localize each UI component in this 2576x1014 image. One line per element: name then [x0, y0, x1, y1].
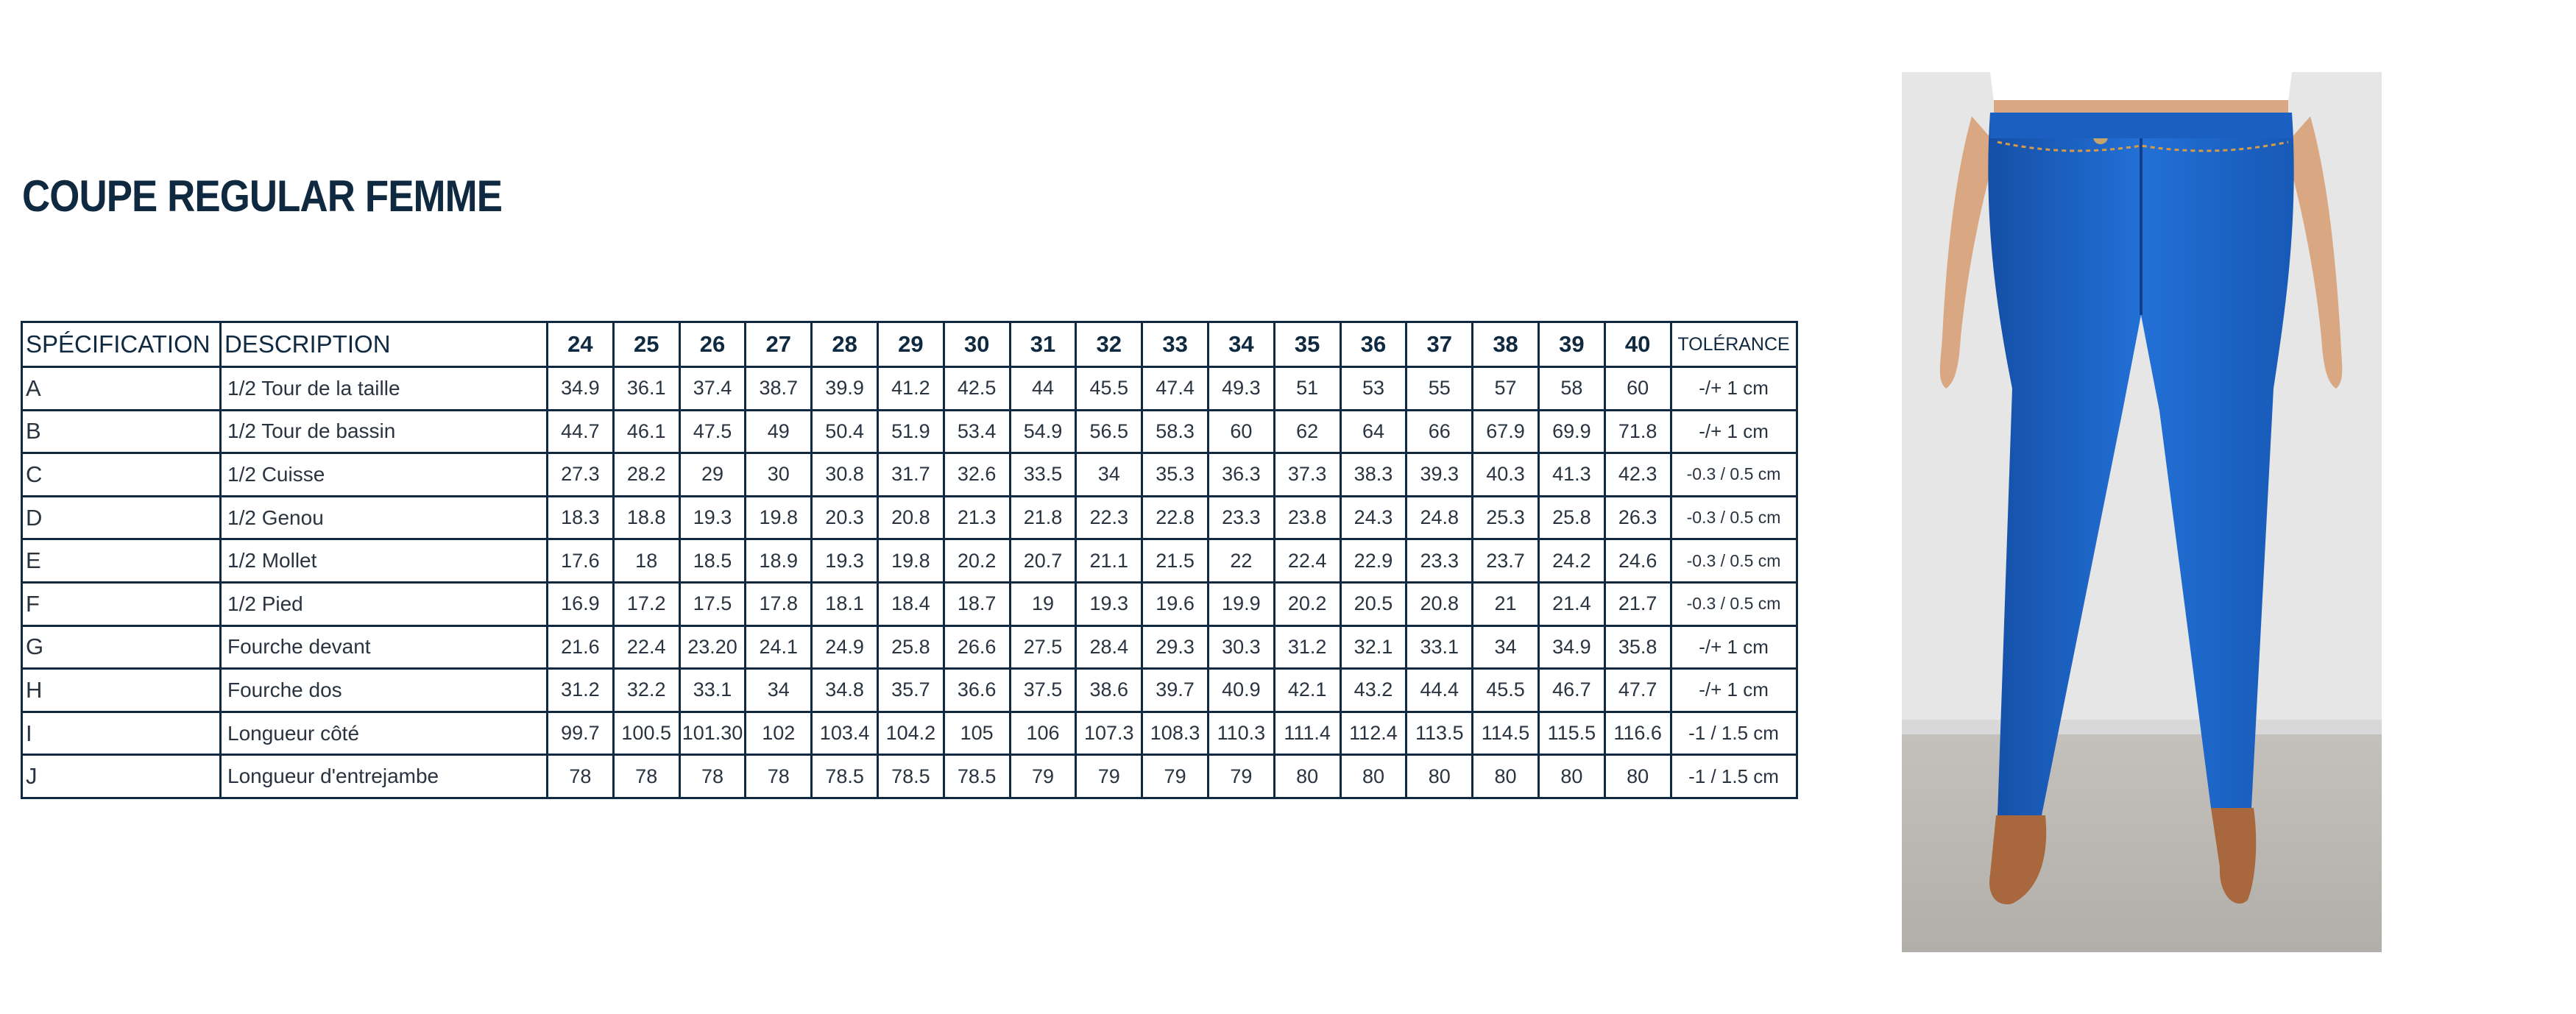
measurement-cell: 71.8	[1604, 410, 1671, 453]
header-tolerance: TOLÉRANCE	[1671, 322, 1797, 367]
header-specification: SPÉCIFICATION	[22, 322, 221, 367]
spec-code: G	[22, 625, 221, 669]
measurement-cell: 44.4	[1406, 669, 1473, 712]
measurement-cell: 79	[1142, 755, 1209, 798]
tolerance-cell: -0.3 / 0.5 cm	[1671, 539, 1797, 583]
tolerance-cell: -/+ 1 cm	[1671, 625, 1797, 669]
measurement-cell: 41.3	[1538, 453, 1604, 497]
measurement-cell: 28.4	[1076, 625, 1142, 669]
spec-description: Longueur côté	[221, 712, 548, 755]
measurement-cell: 18.4	[877, 582, 944, 625]
measurement-cell: 44.7	[548, 410, 614, 453]
measurement-cell: 24.9	[812, 625, 878, 669]
measurement-cell: 41.2	[877, 367, 944, 411]
measurement-cell: 104.2	[877, 712, 944, 755]
measurement-cell: 39.3	[1406, 453, 1473, 497]
header-size: 40	[1604, 322, 1671, 367]
measurement-cell: 32.1	[1340, 625, 1406, 669]
measurement-cell: 78	[679, 755, 746, 798]
tolerance-cell: -0.3 / 0.5 cm	[1671, 453, 1797, 497]
measurement-cell: 42.1	[1274, 669, 1340, 712]
header-size: 29	[877, 322, 944, 367]
header-size: 27	[746, 322, 812, 367]
measurement-cell: 21.4	[1538, 582, 1604, 625]
measurement-cell: 44	[1010, 367, 1076, 411]
measurement-cell: 30.3	[1208, 625, 1274, 669]
measurement-cell: 35.7	[877, 669, 944, 712]
header-size: 37	[1406, 322, 1473, 367]
measurement-cell: 32.6	[944, 453, 1010, 497]
table-row	[22, 712, 1797, 755]
tolerance-cell: -0.3 / 0.5 cm	[1671, 496, 1797, 539]
measurement-cell: 24.8	[1406, 496, 1473, 539]
measurement-cell: 103.4	[812, 712, 878, 755]
measurement-cell: 34	[1473, 625, 1539, 669]
measurement-cell: 31.7	[877, 453, 944, 497]
measurement-cell: 62	[1274, 410, 1340, 453]
measurement-cell: 34.9	[548, 367, 614, 411]
measurement-cell: 20.2	[944, 539, 1010, 583]
measurement-cell: 26.3	[1604, 496, 1671, 539]
measurement-cell: 60	[1208, 410, 1274, 453]
measurement-cell: 80	[1604, 755, 1671, 798]
header-size: 32	[1076, 322, 1142, 367]
measurement-cell: 49.3	[1208, 367, 1274, 411]
table-row	[22, 496, 1797, 539]
spec-code: I	[22, 712, 221, 755]
measurement-cell: 30.8	[812, 453, 878, 497]
measurement-cell: 114.5	[1473, 712, 1539, 755]
measurement-cell: 22.9	[1340, 539, 1406, 583]
header-size: 31	[1010, 322, 1076, 367]
measurement-cell: 55	[1406, 367, 1473, 411]
measurement-cell: 115.5	[1538, 712, 1604, 755]
measurement-cell: 17.2	[613, 582, 679, 625]
header-size: 28	[812, 322, 878, 367]
measurement-cell: 19.3	[812, 539, 878, 583]
measurement-cell: 79	[1208, 755, 1274, 798]
table-row	[22, 410, 1797, 453]
measurement-cell: 33.1	[1406, 625, 1473, 669]
measurement-cell: 30	[746, 453, 812, 497]
measurement-cell: 25.8	[877, 625, 944, 669]
measurement-cell: 22	[1208, 539, 1274, 583]
measurement-cell: 18.3	[548, 496, 614, 539]
header-description: DESCRIPTION	[221, 322, 548, 367]
measurement-cell: 45.5	[1473, 669, 1539, 712]
header-size: 30	[944, 322, 1010, 367]
header-size: 33	[1142, 322, 1209, 367]
table-row	[22, 582, 1797, 625]
measurement-cell: 110.3	[1208, 712, 1274, 755]
spec-description: Fourche dos	[221, 669, 548, 712]
measurement-cell: 80	[1473, 755, 1539, 798]
header-row	[22, 322, 1797, 367]
measurement-cell: 53	[1340, 367, 1406, 411]
table-row	[22, 669, 1797, 712]
spec-code: A	[22, 367, 221, 411]
table-row	[22, 453, 1797, 497]
measurement-cell: 113.5	[1406, 712, 1473, 755]
measurement-cell: 38.6	[1076, 669, 1142, 712]
spec-description: Fourche devant	[221, 625, 548, 669]
measurement-cell: 78	[613, 755, 679, 798]
measurement-cell: 35.8	[1604, 625, 1671, 669]
measurement-cell: 19	[1010, 582, 1076, 625]
measurement-cell: 27.5	[1010, 625, 1076, 669]
measurement-cell: 47.4	[1142, 367, 1209, 411]
measurement-cell: 19.3	[679, 496, 746, 539]
spec-description: 1/2 Mollet	[221, 539, 548, 583]
measurement-cell: 53.4	[944, 410, 1010, 453]
spec-description: 1/2 Pied	[221, 582, 548, 625]
header-size: 34	[1208, 322, 1274, 367]
measurement-cell: 21	[1473, 582, 1539, 625]
header-size: 36	[1340, 322, 1406, 367]
measurement-cell: 35.3	[1142, 453, 1209, 497]
tolerance-cell: -1 / 1.5 cm	[1671, 755, 1797, 798]
jeans-model-illustration	[1902, 72, 2382, 952]
measurement-cell: 50.4	[812, 410, 878, 453]
spec-code: E	[22, 539, 221, 583]
measurement-cell: 40.9	[1208, 669, 1274, 712]
table-row	[22, 625, 1797, 669]
measurement-cell: 42.5	[944, 367, 1010, 411]
measurement-cell: 20.7	[1010, 539, 1076, 583]
measurement-cell: 112.4	[1340, 712, 1406, 755]
measurement-cell: 21.6	[548, 625, 614, 669]
page-title: COUPE REGULAR FEMME	[22, 171, 503, 221]
measurement-cell: 21.3	[944, 496, 1010, 539]
tolerance-cell: -1 / 1.5 cm	[1671, 712, 1797, 755]
measurement-cell: 28.2	[613, 453, 679, 497]
measurement-cell: 24.3	[1340, 496, 1406, 539]
spec-description: 1/2 Cuisse	[221, 453, 548, 497]
measurement-cell: 99.7	[548, 712, 614, 755]
measurement-cell: 39.7	[1142, 669, 1209, 712]
measurement-cell: 16.9	[548, 582, 614, 625]
measurement-cell: 33.5	[1010, 453, 1076, 497]
measurement-cell: 78	[548, 755, 614, 798]
measurement-cell: 18.1	[812, 582, 878, 625]
measurement-cell: 102	[746, 712, 812, 755]
table-row	[22, 367, 1797, 411]
measurement-cell: 45.5	[1076, 367, 1142, 411]
measurement-cell: 23.3	[1406, 539, 1473, 583]
measurement-cell: 36.3	[1208, 453, 1274, 497]
measurement-cell: 24.2	[1538, 539, 1604, 583]
measurement-cell: 23.20	[679, 625, 746, 669]
measurement-cell: 37.5	[1010, 669, 1076, 712]
measurement-cell: 36.1	[613, 367, 679, 411]
measurement-cell: 38.7	[746, 367, 812, 411]
measurement-cell: 51	[1274, 367, 1340, 411]
tolerance-cell: -/+ 1 cm	[1671, 669, 1797, 712]
measurement-cell: 111.4	[1274, 712, 1340, 755]
measurement-cell: 23.3	[1208, 496, 1274, 539]
measurement-cell: 58.3	[1142, 410, 1209, 453]
measurement-cell: 49	[746, 410, 812, 453]
measurement-cell: 20.8	[877, 496, 944, 539]
measurement-cell: 116.6	[1604, 712, 1671, 755]
spec-code: B	[22, 410, 221, 453]
measurement-cell: 54.9	[1010, 410, 1076, 453]
tolerance-cell: -/+ 1 cm	[1671, 410, 1797, 453]
measurement-cell: 18.9	[746, 539, 812, 583]
measurement-cell: 42.3	[1604, 453, 1671, 497]
size-chart-table	[21, 321, 1798, 799]
measurement-cell: 25.8	[1538, 496, 1604, 539]
measurement-cell: 100.5	[613, 712, 679, 755]
measurement-cell: 51.9	[877, 410, 944, 453]
measurement-cell: 64	[1340, 410, 1406, 453]
measurement-cell: 66	[1406, 410, 1473, 453]
measurement-cell: 23.7	[1473, 539, 1539, 583]
product-photo	[1902, 72, 2382, 952]
measurement-cell: 67.9	[1473, 410, 1539, 453]
spec-code: H	[22, 669, 221, 712]
measurement-cell: 57	[1473, 367, 1539, 411]
measurement-cell: 22.3	[1076, 496, 1142, 539]
spec-code: J	[22, 755, 221, 798]
table-row	[22, 755, 1797, 798]
header-size: 39	[1538, 322, 1604, 367]
header-size: 38	[1473, 322, 1539, 367]
measurement-cell: 19.8	[877, 539, 944, 583]
spec-description: 1/2 Tour de bassin	[221, 410, 548, 453]
measurement-cell: 101.30	[679, 712, 746, 755]
header-size: 35	[1274, 322, 1340, 367]
header-size: 24	[548, 322, 614, 367]
spec-description: 1/2 Genou	[221, 496, 548, 539]
measurement-cell: 31.2	[548, 669, 614, 712]
measurement-cell: 79	[1010, 755, 1076, 798]
measurement-cell: 37.4	[679, 367, 746, 411]
measurement-cell: 40.3	[1473, 453, 1539, 497]
measurement-cell: 46.1	[613, 410, 679, 453]
measurement-cell: 22.8	[1142, 496, 1209, 539]
measurement-cell: 80	[1274, 755, 1340, 798]
measurement-cell: 46.7	[1538, 669, 1604, 712]
measurement-cell: 78.5	[944, 755, 1010, 798]
measurement-cell: 39.9	[812, 367, 878, 411]
measurement-cell: 18.5	[679, 539, 746, 583]
measurement-cell: 80	[1538, 755, 1604, 798]
measurement-cell: 26.6	[944, 625, 1010, 669]
measurement-cell: 80	[1406, 755, 1473, 798]
tolerance-cell: -0.3 / 0.5 cm	[1671, 582, 1797, 625]
measurement-cell: 22.4	[1274, 539, 1340, 583]
spec-code: D	[22, 496, 221, 539]
measurement-cell: 27.3	[548, 453, 614, 497]
measurement-cell: 36.6	[944, 669, 1010, 712]
spec-code: C	[22, 453, 221, 497]
header-size: 25	[613, 322, 679, 367]
measurement-cell: 34.9	[1538, 625, 1604, 669]
measurement-cell: 69.9	[1538, 410, 1604, 453]
measurement-cell: 34	[746, 669, 812, 712]
measurement-cell: 79	[1076, 755, 1142, 798]
measurement-cell: 19.9	[1208, 582, 1274, 625]
measurement-cell: 25.3	[1473, 496, 1539, 539]
measurement-cell: 24.6	[1604, 539, 1671, 583]
measurement-cell: 107.3	[1076, 712, 1142, 755]
measurement-cell: 78	[746, 755, 812, 798]
measurement-cell: 106	[1010, 712, 1076, 755]
measurement-cell: 34.8	[812, 669, 878, 712]
measurement-cell: 19.6	[1142, 582, 1209, 625]
measurement-cell: 29.3	[1142, 625, 1209, 669]
measurement-cell: 33.1	[679, 669, 746, 712]
measurement-cell: 21.5	[1142, 539, 1209, 583]
measurement-cell: 17.8	[746, 582, 812, 625]
measurement-cell: 56.5	[1076, 410, 1142, 453]
measurement-cell: 108.3	[1142, 712, 1209, 755]
measurement-cell: 38.3	[1340, 453, 1406, 497]
table-body	[22, 367, 1797, 798]
measurement-cell: 80	[1340, 755, 1406, 798]
measurement-cell: 22.4	[613, 625, 679, 669]
measurement-cell: 47.7	[1604, 669, 1671, 712]
table-row	[22, 539, 1797, 583]
measurement-cell: 18.7	[944, 582, 1010, 625]
spec-code: F	[22, 582, 221, 625]
measurement-cell: 105	[944, 712, 1010, 755]
measurement-cell: 17.5	[679, 582, 746, 625]
measurement-cell: 58	[1538, 367, 1604, 411]
measurement-cell: 20.8	[1406, 582, 1473, 625]
measurement-cell: 78.5	[877, 755, 944, 798]
measurement-cell: 34	[1076, 453, 1142, 497]
measurement-cell: 43.2	[1340, 669, 1406, 712]
tolerance-cell: -/+ 1 cm	[1671, 367, 1797, 411]
spec-description: Longueur d'entrejambe	[221, 755, 548, 798]
measurement-cell: 21.8	[1010, 496, 1076, 539]
measurement-cell: 24.1	[746, 625, 812, 669]
measurement-cell: 20.3	[812, 496, 878, 539]
measurement-cell: 19.8	[746, 496, 812, 539]
measurement-cell: 18.8	[613, 496, 679, 539]
measurement-cell: 23.8	[1274, 496, 1340, 539]
spec-description: 1/2 Tour de la taille	[221, 367, 548, 411]
measurement-cell: 60	[1604, 367, 1671, 411]
measurement-cell: 20.2	[1274, 582, 1340, 625]
header-size: 26	[679, 322, 746, 367]
measurement-cell: 20.5	[1340, 582, 1406, 625]
measurement-cell: 21.7	[1604, 582, 1671, 625]
measurement-cell: 17.6	[548, 539, 614, 583]
measurement-cell: 29	[679, 453, 746, 497]
measurement-cell: 18	[613, 539, 679, 583]
measurement-cell: 21.1	[1076, 539, 1142, 583]
measurement-cell: 37.3	[1274, 453, 1340, 497]
measurement-cell: 19.3	[1076, 582, 1142, 625]
measurement-cell: 31.2	[1274, 625, 1340, 669]
measurement-cell: 32.2	[613, 669, 679, 712]
measurement-cell: 78.5	[812, 755, 878, 798]
measurement-cell: 47.5	[679, 410, 746, 453]
